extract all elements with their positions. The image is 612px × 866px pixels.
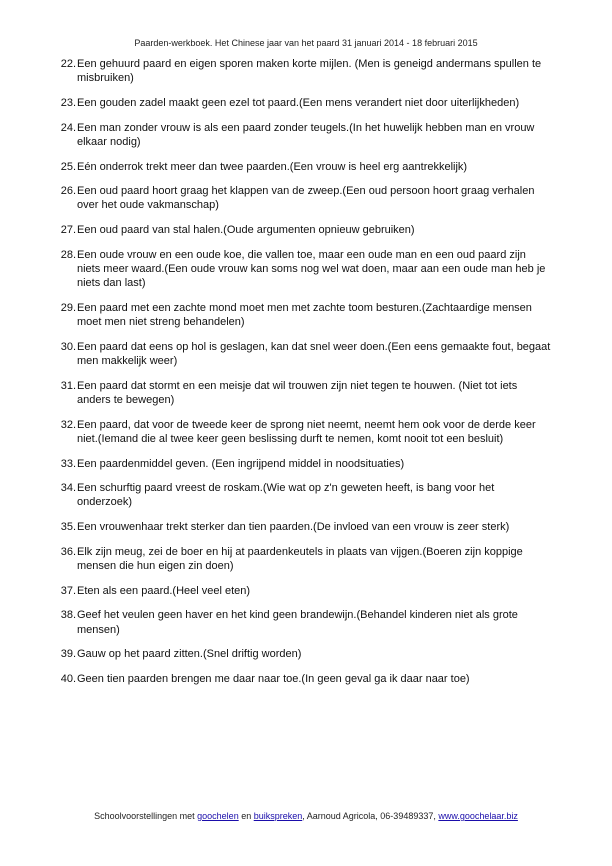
list-item xyxy=(58,608,552,636)
item-text: Eten als een paard.(Heel veel eten) xyxy=(77,584,251,597)
buikspreken-link[interactable]: buikspreken xyxy=(253,811,303,821)
goochelen-link[interactable]: goochelen xyxy=(197,811,239,821)
item-text: Een paard dat stormt en een meisje dat wil trouwen zijn niet tegen te houwen. (Niet tot iets anders te bewegen) xyxy=(77,379,518,406)
list-item xyxy=(58,379,552,407)
item-number: 36. xyxy=(60,545,76,558)
list-item xyxy=(58,647,552,661)
item-text: Geef het veulen geen haver en het kind geen brandewijn.(Behandel kinderen niet als grote mensen) xyxy=(77,609,518,636)
item-number: 24. xyxy=(60,121,76,134)
item-number: 22. xyxy=(60,58,76,70)
item-number: 37. xyxy=(60,584,76,597)
list-item xyxy=(58,223,552,237)
item-number: 33. xyxy=(60,457,76,470)
item-text: Een man zonder vrouw is als een paard zonder teugels.(In het huwelijk hebben man en vrouw elkaar nodig) xyxy=(77,121,535,148)
list-item xyxy=(58,584,552,598)
item-text: Gauw op het paard zitten.(Snel driftig worden) xyxy=(77,648,302,661)
footer-contact: , Aarnoud Agricola, 06-39489337, xyxy=(302,811,439,821)
item-number: 39. xyxy=(60,648,76,661)
item-number: 29. xyxy=(60,301,76,314)
list-item xyxy=(58,672,552,686)
item-text: Een paard, dat voor de tweede keer de sprong niet neemt, neemt hem ook voor de derde keer niet.(Iemand die al twee keer geen beslissing durft te nemen, komt nooit tot een besluit) xyxy=(77,418,536,445)
item-text: Een paard dat eens op hol is geslagen, kan dat snel weer doen.(Een eens gemaakte fout, begaat men makkelijk weer) xyxy=(77,340,551,368)
list-item xyxy=(58,57,552,85)
item-number: 40. xyxy=(60,673,76,686)
page-header: Paarden-werkboek. Het Chinese jaar van het paard 31 januari 2014 - 18 februari 2015 xyxy=(134,38,478,48)
list-item xyxy=(58,481,552,509)
item-number: 34. xyxy=(60,482,76,495)
list-item xyxy=(58,545,552,573)
item-number: 25. xyxy=(60,160,76,173)
list-item xyxy=(58,457,552,471)
item-text: Een gouden zadel maakt geen ezel tot paard.(Een mens verandert niet door uiterlijkheden) xyxy=(77,96,520,109)
list-item xyxy=(58,160,552,174)
item-text: Eén onderrok trekt meer dan twee paarden.(Een vrouw is heel erg aantrekkelijk) xyxy=(77,160,468,173)
item-number: 26. xyxy=(60,185,76,198)
page-footer xyxy=(0,811,612,821)
item-text: Een schurftig paard vreest de roskam.(Wie wat op z'n geweten heeft, is bang voor het onderzoek) xyxy=(77,482,495,509)
item-text: Een gehuurd paard en eigen sporen maken korte mijlen. (Men is geneigd andermans spullen te misbruiken) xyxy=(77,58,542,85)
list-item xyxy=(58,96,552,110)
item-text: Een paardenmiddel geven. (Een ingrijpend middel in noodsituaties) xyxy=(77,457,405,470)
list-item xyxy=(58,340,552,368)
item-number: 28. xyxy=(60,248,76,261)
item-text: Een vrouwenhaar trekt sterker dan tien paarden.(De invloed van een vrouw is zeer sterk) xyxy=(77,521,510,534)
list-item xyxy=(58,418,552,446)
item-number: 35. xyxy=(60,521,76,534)
item-text: Een oud paard van stal halen.(Oude argumenten opnieuw gebruiken) xyxy=(77,224,415,237)
list-item xyxy=(58,184,552,212)
item-text: Een oude vrouw en een oude koe, die vallen toe, maar een oude man en een oud paard zijn niets meer waard.(Een oude vrouw kan soms nog wel wat doen, maar aan een oude man heb je niets dan last) xyxy=(77,248,546,290)
item-number: 30. xyxy=(60,340,76,353)
item-text: Een paard met een zachte mond moet men met zachte toom besturen.(Zachtaardige mensen moet men niet streng behandelen) xyxy=(77,301,532,329)
item-text: Een oud paard hoort graag het klappen van de zweep.(Een oud persoon hoort graag verhalen over het oude vakmanschap) xyxy=(77,185,535,212)
item-number: 32. xyxy=(60,418,76,431)
item-number: 27. xyxy=(60,224,76,237)
list-item xyxy=(58,121,552,149)
item-number: 31. xyxy=(60,379,76,392)
item-text: Elk zijn meug, zei de boer en hij at paardenkeutels in plaats van vijgen.(Boeren zijn koppige mensen die hun eigen zin doen) xyxy=(77,545,523,573)
list-item xyxy=(58,520,552,534)
list-item xyxy=(58,301,552,329)
proverb-list xyxy=(58,57,552,697)
website-link[interactable]: www.goochelaar.biz xyxy=(438,811,518,821)
item-number: 38. xyxy=(60,609,76,622)
list-item xyxy=(58,248,552,291)
footer-prefix: Schoolvoorstellingen met xyxy=(94,811,198,821)
item-number: 23. xyxy=(60,96,76,109)
footer-and: en xyxy=(238,811,254,821)
item-text: Geen tien paarden brengen me daar naar toe.(In geen geval ga ik daar naar toe) xyxy=(77,673,470,686)
